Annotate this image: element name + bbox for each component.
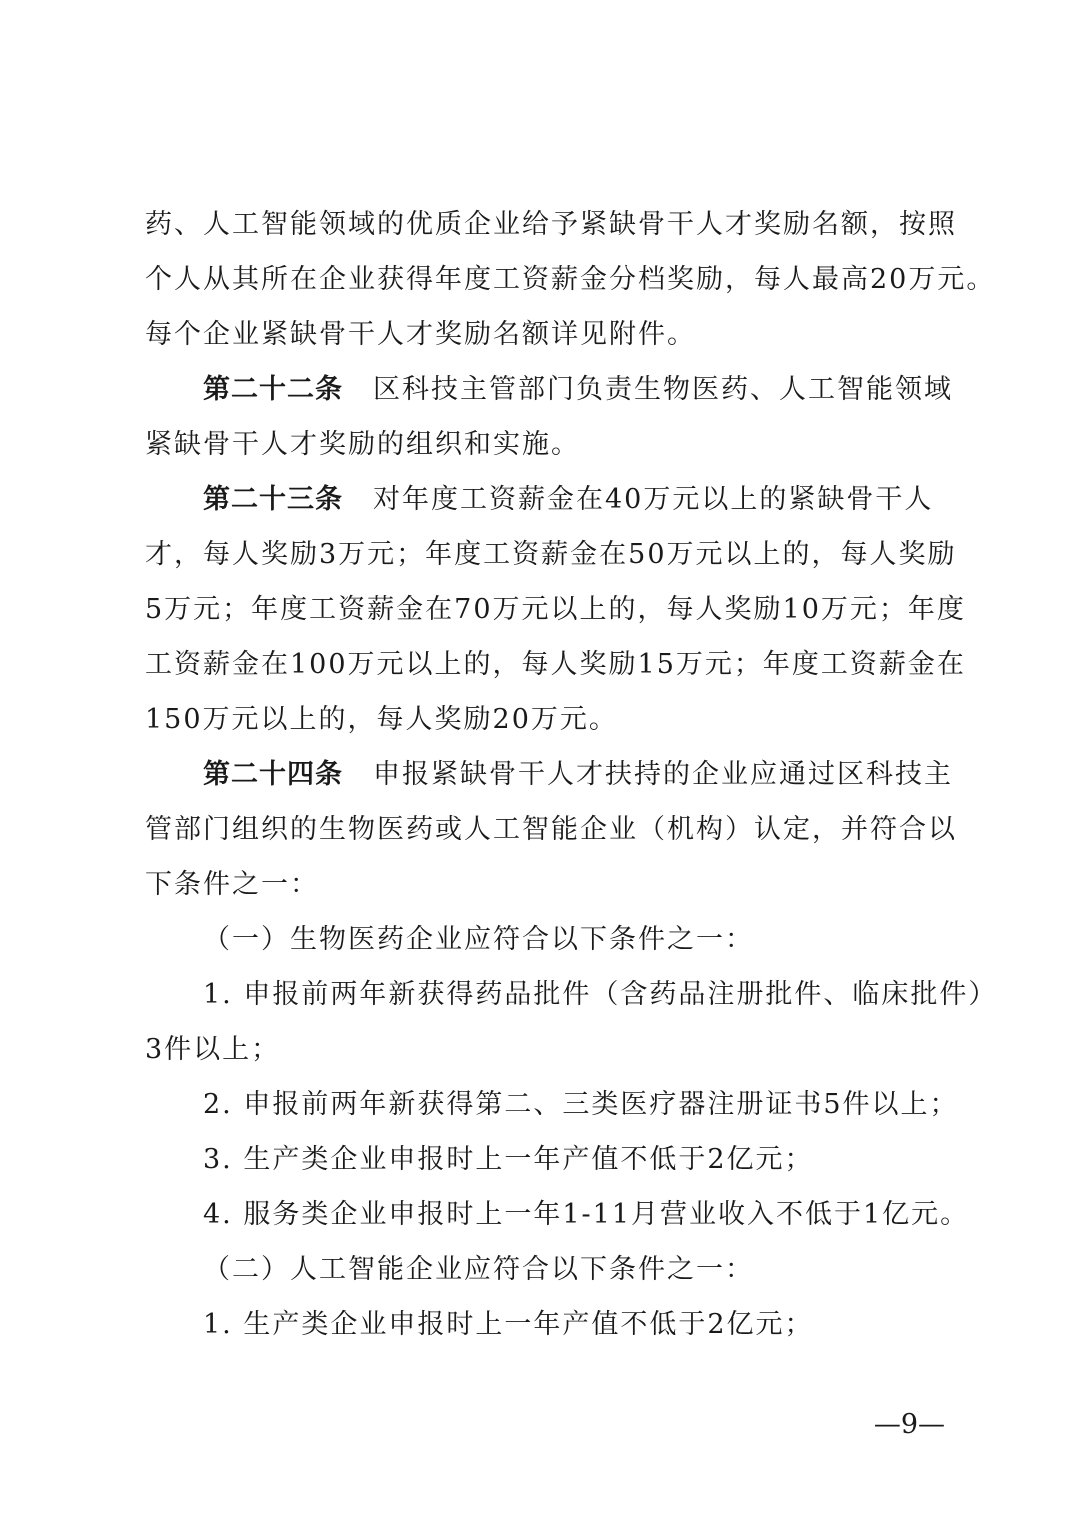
paragraph-line: 工资薪金在100万元以上的，每人奖励15万元；年度工资薪金在 [145, 649, 966, 680]
article-24-text: 申报紧缺骨干人才扶持的企业应通过区科技主 [373, 759, 953, 790]
paragraph-line: 药、人工智能领域的优质企业给予紧缺骨干人才奖励名额，按照 [145, 209, 957, 240]
paragraph-line: 个人从其所在企业获得年度工资薪金分档奖励，每人最高20万元。 [145, 264, 996, 295]
list-item: 3件以上； [145, 1034, 281, 1065]
list-item: 2. 申报前两年新获得第二、三类医疗器注册证书5件以上； [203, 1089, 959, 1120]
article-23-text: 对年度工资薪金在40万元以上的紧缺骨干人 [373, 484, 934, 515]
article-23-heading: 第二十三条 [203, 484, 343, 515]
paragraph-line: 才，每人奖励3万元；年度工资薪金在50万元以上的，每人奖励 [145, 539, 957, 570]
list-item: 3. 生产类企业申报时上一年产值不低于2亿元； [203, 1144, 814, 1175]
article-22-line [203, 372, 953, 408]
article-24-heading: 第二十四条 [203, 759, 343, 790]
paragraph-line: 5万元；年度工资薪金在70万元以上的，每人奖励10万元；年度 [145, 594, 966, 625]
section-1-title: （一）生物医药企业应符合以下条件之一： [203, 924, 754, 955]
article-23-line [203, 482, 945, 518]
paragraph-line: 紧缺骨干人才奖励的组织和实施。 [145, 429, 580, 460]
article-24-line [203, 757, 953, 793]
paragraph-line: 下条件之一： [145, 869, 319, 900]
paragraph-line: 管部门组织的生物医药或人工智能企业（机构）认定，并符合以 [145, 814, 957, 845]
list-item: 4. 服务类企业申报时上一年1-11月营业收入不低于1亿元。 [203, 1199, 970, 1230]
paragraph-line: 150万元以上的，每人奖励20万元。 [145, 704, 618, 735]
paragraph-line: 每个企业紧缺骨干人才奖励名额详见附件。 [145, 319, 696, 350]
page-number: —9— [873, 1409, 945, 1440]
section-2-title: （二）人工智能企业应符合以下条件之一： [203, 1254, 754, 1285]
article-22-text: 区科技主管部门负责生物医药、人工智能领域 [373, 374, 953, 405]
list-item: 1. 生产类企业申报时上一年产值不低于2亿元； [203, 1309, 814, 1340]
list-item: 1. 申报前两年新获得药品批件（含药品注册批件、临床批件） [203, 979, 998, 1010]
article-22-heading: 第二十二条 [203, 374, 343, 405]
